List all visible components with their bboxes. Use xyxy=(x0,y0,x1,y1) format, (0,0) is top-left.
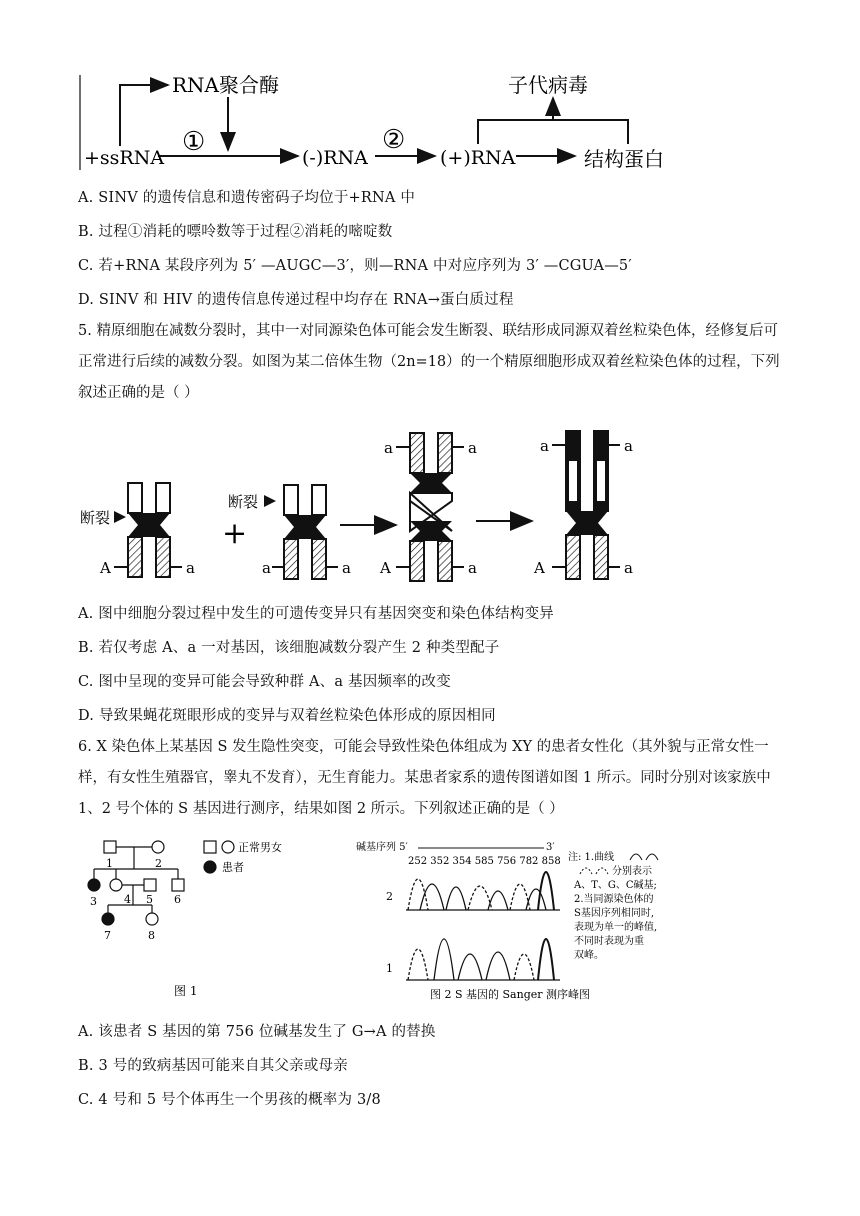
sanger-row-1: 1 xyxy=(386,962,393,975)
pedigree-id-6: 6 xyxy=(174,893,181,906)
break-label-2: 断裂 xyxy=(228,493,259,511)
q4-option-a: A. SINV 的遗传信息和遗传密码子均位于+RNA 中 xyxy=(78,190,416,206)
sanger-note-4: 2.当同源染色体的 xyxy=(574,894,654,905)
gene-a-label-8: a xyxy=(624,437,633,455)
minus-rna-label: (-)RNA xyxy=(302,147,368,169)
chromosome-1 xyxy=(99,483,195,577)
pedigree-id-3: 3 xyxy=(90,895,97,908)
gene-a-label-9: a xyxy=(624,559,633,577)
gene-a-label-7: a xyxy=(540,437,549,455)
pedigree-id-7: 7 xyxy=(104,929,111,942)
q4-option-b: B. 过程①消耗的嘌呤数等于过程②消耗的嘧啶数 xyxy=(78,224,393,240)
legend-normal-label: 正常男女 xyxy=(238,841,282,854)
progeny-virus-label: 子代病毒 xyxy=(508,73,588,97)
sanger-row-2: 2 xyxy=(386,890,393,903)
gene-a-label-4: a xyxy=(384,439,393,457)
gene-a-label-5: a xyxy=(468,439,477,457)
sanger-note-1: 注: 1.曲线 xyxy=(568,852,615,863)
gene-a-label-1: a xyxy=(186,559,195,577)
dicentric-chromosome xyxy=(379,433,477,581)
gene-A-label-2: A xyxy=(380,559,391,577)
gene-A-label-1: A xyxy=(100,559,111,577)
sanger-note-6: 表现为单一的峰值, xyxy=(574,922,658,933)
pedigree-id-2: 2 xyxy=(155,857,162,870)
sanger-sequencing-chart xyxy=(350,838,680,1008)
chromosome-diagram xyxy=(78,425,648,590)
gene-a-label-3: a xyxy=(342,559,351,577)
final-chromosome xyxy=(533,431,633,579)
plus-rna-label: (+)RNA xyxy=(440,147,516,169)
structural-protein-label: 结构蛋白 xyxy=(584,147,664,171)
rna-polymerase-label: RNA聚合酶 xyxy=(172,73,280,97)
step2-label: ② xyxy=(382,125,406,155)
pedigree-chart xyxy=(78,835,308,1005)
rna-replication-diagram xyxy=(70,60,710,180)
sanger-note-5: S基因序列相同时, xyxy=(574,908,655,919)
pedigree-id-1: 1 xyxy=(106,857,113,870)
pedigree-id-4: 4 xyxy=(124,893,131,906)
sanger-note-8: 双峰。 xyxy=(574,950,604,961)
pedigree-id-5: 5 xyxy=(146,893,153,906)
q4-option-c: C. 若+RNA 某段序列为 5′ —AUGC—3′，则—RNA 中对应序列为 3′ —CGUA—5′ xyxy=(78,258,632,274)
sanger-note-3: A、T、G、C碱基; xyxy=(574,880,657,891)
sanger-caption: 图 2 S 基因的 Sanger 测序峰图 xyxy=(430,988,591,1001)
break-label-1: 断裂 xyxy=(80,509,111,527)
sanger-header-end: 3′ xyxy=(546,842,555,853)
q6-option-c: C. 4 号和 5 号个体再生一个男孩的概率为 3/8 xyxy=(78,1092,381,1108)
q6-stem: 6. X 染色体上某基因 S 发生隐性突变，可能会导致性染色体组成为 XY 的患者女性化（其外貌与正常女性一样，有女性生殖器官，睾丸不发育），无生育能力。某患者家系的遗传图谱如图 1 所示。同时分别对该家族中 1、2 号个体的 S 基因进行测序，结果如图 2 所示。下列叙述正确的是（ ） xyxy=(78,739,771,817)
sanger-note-2: 分别表示 xyxy=(612,866,652,877)
q6-option-b: B. 3 号的致病基因可能来自其父亲或母亲 xyxy=(78,1058,348,1074)
plus-ssrna-label: +ssRNA xyxy=(84,147,165,169)
pedigree-caption: 图 1 xyxy=(174,984,198,998)
q5-option-a: A. 图中细胞分裂过程中发生的可遗传变异只有基因突变和染色体结构变异 xyxy=(78,606,554,622)
q6-option-a: A. 该患者 S 基因的第 756 位碱基发生了 G→A 的替换 xyxy=(78,1024,436,1040)
q4-option-d: D. SINV 和 HIV 的遗传信息传递过程中均存在 RNA→蛋白质过程 xyxy=(78,292,514,308)
step1-label: ① xyxy=(182,127,206,157)
gene-A-label-3: A xyxy=(534,559,545,577)
gene-a-label-6: a xyxy=(468,559,477,577)
q5-option-b: B. 若仅考虑 A、a 一对基因，该细胞减数分裂产生 2 种类型配子 xyxy=(78,640,500,656)
legend-patient-label: 患者 xyxy=(222,861,244,874)
q5-option-d: D. 导致果蝇花斑眼形成的变异与双着丝粒染色体形成的原因相同 xyxy=(78,708,496,724)
plus-sign: + xyxy=(222,516,248,551)
sanger-note-7: 不同时表现为重 xyxy=(574,936,644,947)
q5-stem: 5. 精原细胞在减数分裂时，其中一对同源染色体可能会发生断裂、联结形成同源双着丝粒染色体，经修复后可正常进行后续的减数分裂。如图为某二倍体生物（2n=18）的一个精原细胞形成双着丝粒染色体的过程，下列叙述正确的是（ ） xyxy=(78,323,780,401)
pedigree-id-8: 8 xyxy=(148,929,155,942)
sanger-header: 碱基序列 5′ xyxy=(356,842,408,853)
sanger-positions: 252 352 354 585 756 782 858 xyxy=(408,856,561,867)
q5-option-c: C. 图中呈现的变异可能会导致种群 A、a 基因频率的改变 xyxy=(78,674,451,690)
gene-a-label-2: a xyxy=(262,559,271,577)
